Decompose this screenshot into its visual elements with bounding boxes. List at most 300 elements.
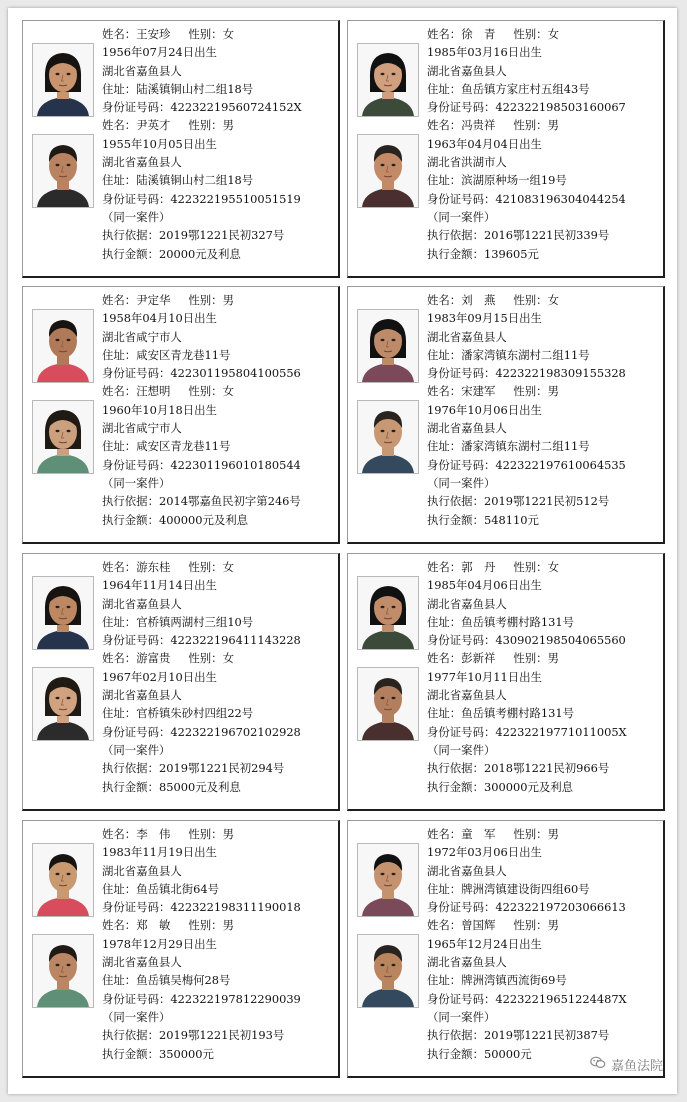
- person-address: 潘家湾镇东湖村二组11号: [461, 439, 590, 454]
- person-name: 游东桂: [136, 560, 171, 574]
- person-photo: [357, 43, 419, 117]
- id-label: 身份证号码：: [102, 900, 171, 915]
- address-label: 住址：: [102, 439, 137, 454]
- card-text: [102, 25, 336, 263]
- person-photo: [357, 576, 419, 650]
- address-line: [102, 704, 336, 722]
- person-address: 牌洲湾镇西流街69号: [461, 973, 567, 988]
- id-label: 身份证号码：: [102, 991, 171, 1006]
- name-label: 姓名：: [427, 27, 462, 41]
- name-gender-line: [427, 116, 661, 134]
- person-id-number: 430902198504065560: [495, 633, 626, 648]
- person-birth: 1978年12月29日出生: [102, 936, 217, 951]
- person-id-number: 42232219771011005X: [495, 724, 627, 739]
- origin-line: [102, 419, 336, 437]
- person-gender: 女: [222, 384, 234, 399]
- person-name: 徐 青: [461, 27, 496, 41]
- gender-label: 性别：: [188, 384, 223, 399]
- address-line: [427, 171, 661, 189]
- person-birth: 1964年11月14日出生: [102, 578, 217, 593]
- case-basis: 2016鄂1221民初339号: [483, 228, 610, 243]
- same-case-line: [102, 474, 336, 492]
- person-origin: 湖北省洪湖市人: [427, 155, 507, 170]
- origin-line: [102, 153, 336, 171]
- same-case-line: [102, 741, 336, 759]
- name-gender-line: [427, 649, 661, 667]
- person-origin: 湖北省嘉鱼县人: [102, 63, 182, 78]
- person-address: 鱼岳镇北街64号: [136, 881, 220, 896]
- gender-label: 性别：: [188, 27, 223, 41]
- person-address: 潘家湾镇东湖村二组11号: [461, 347, 590, 362]
- person-birth: 1960年10月18日出生: [102, 402, 217, 417]
- birth-line: [427, 43, 661, 61]
- same-case-note: （同一案件）: [102, 209, 171, 224]
- basis-label: 执行依据：: [102, 761, 159, 776]
- id-line: [427, 723, 661, 741]
- person-name: 郭 丹: [461, 560, 496, 574]
- name-gender-line: [427, 825, 661, 843]
- defaulter-card: [347, 286, 665, 544]
- person-origin: 湖北省咸宁市人: [102, 329, 182, 344]
- case-basis: 2019鄂1221民初193号: [158, 1028, 285, 1043]
- birth-line: [427, 401, 661, 419]
- address-line: [427, 437, 661, 455]
- basis-line: [427, 759, 661, 777]
- amount-label: 执行金额：: [427, 1046, 484, 1061]
- address-line: [102, 613, 336, 631]
- person-id-number: 422322197812290039: [170, 991, 301, 1006]
- birth-line: [427, 135, 661, 153]
- same-case-note: （同一案件）: [427, 1009, 496, 1024]
- gender-label: 性别：: [513, 918, 548, 933]
- name-label: 姓名：: [102, 27, 137, 41]
- gender-label: 性别：: [188, 118, 223, 133]
- basis-label: 执行依据：: [427, 1028, 484, 1043]
- id-label: 身份证号码：: [102, 724, 171, 739]
- same-case-note: （同一案件）: [427, 209, 496, 224]
- gender-label: 性别：: [513, 560, 548, 574]
- person-name: 曾国辉: [461, 918, 496, 933]
- card-text: [427, 558, 661, 796]
- person-id-number: 422322197203066613: [495, 900, 626, 915]
- name-gender-line: [427, 291, 661, 309]
- id-label: 身份证号码：: [102, 457, 171, 472]
- amount-label: 执行金额：: [102, 246, 159, 261]
- case-amount: 300000元及利息: [483, 779, 574, 794]
- address-label: 住址：: [102, 881, 137, 896]
- id-line: [427, 456, 661, 474]
- gender-label: 性别：: [188, 560, 223, 574]
- address-label: 住址：: [102, 706, 137, 721]
- amount-line: [427, 778, 661, 796]
- id-line: [427, 98, 661, 116]
- person-address: 咸安区青龙巷11号: [136, 439, 231, 454]
- origin-line: [427, 153, 661, 171]
- basis-line: [102, 759, 336, 777]
- person-origin: 湖北省嘉鱼县人: [427, 688, 507, 703]
- same-case-line: [427, 1008, 661, 1026]
- basis-label: 执行依据：: [427, 494, 484, 509]
- origin-line: [427, 328, 661, 346]
- case-basis: 2019鄂1221民初327号: [158, 228, 285, 243]
- defaulter-card: [347, 820, 665, 1078]
- basis-label: 执行依据：: [427, 228, 484, 243]
- name-gender-line: [102, 825, 336, 843]
- id-line: [427, 190, 661, 208]
- id-line: [102, 898, 336, 916]
- case-basis: 2018鄂1221民初966号: [483, 761, 610, 776]
- person-name: 冯贵祥: [461, 118, 496, 133]
- amount-line: [427, 511, 661, 529]
- gender-label: 性别：: [188, 918, 223, 933]
- person-photo: [357, 934, 419, 1008]
- birth-line: [102, 309, 336, 327]
- origin-line: [102, 953, 336, 971]
- same-case-line: [427, 208, 661, 226]
- birth-line: [102, 935, 336, 953]
- person-address: 鱼岳镇方家庄村五组43号: [461, 81, 590, 96]
- person-id-number: 422322198309155328: [495, 366, 626, 381]
- notice-sheet: [8, 8, 677, 1094]
- person-birth: 1983年11月19日出生: [102, 845, 217, 860]
- gender-label: 性别：: [513, 384, 548, 399]
- person-birth: 1963年04月04日出生: [427, 136, 542, 151]
- person-photo: [32, 43, 94, 117]
- name-label: 姓名：: [427, 384, 462, 399]
- case-basis: 2019鄂1221民初512号: [483, 494, 610, 509]
- origin-line: [102, 862, 336, 880]
- birth-line: [427, 935, 661, 953]
- card-text: [102, 825, 336, 1063]
- address-label: 住址：: [427, 706, 462, 721]
- same-case-line: [102, 1008, 336, 1026]
- person-id-number: 422301195804100556: [170, 366, 301, 381]
- birth-line: [102, 576, 336, 594]
- same-case-note: （同一案件）: [102, 742, 171, 757]
- person-id-number: 422322196411143228: [170, 633, 301, 648]
- basis-line: [102, 1026, 336, 1044]
- birth-line: [102, 843, 336, 861]
- address-label: 住址：: [102, 173, 137, 188]
- card-text: [427, 25, 661, 263]
- wechat-official-account-icon: [590, 1056, 606, 1073]
- address-label: 住址：: [427, 973, 462, 988]
- name-gender-line: [102, 558, 336, 576]
- basis-line: [102, 492, 336, 510]
- birth-line: [102, 401, 336, 419]
- id-label: 身份证号码：: [427, 991, 496, 1006]
- birth-line: [427, 843, 661, 861]
- defaulter-card: [22, 553, 340, 811]
- address-label: 住址：: [427, 881, 462, 896]
- person-birth: 1967年02月10日出生: [102, 669, 217, 684]
- same-case-line: [427, 474, 661, 492]
- origin-line: [427, 419, 661, 437]
- gender-label: 性别：: [513, 118, 548, 133]
- person-address: 鱼岳镇考棚村路131号: [461, 706, 575, 721]
- person-gender: 男: [547, 384, 559, 399]
- person-name: 刘 燕: [461, 293, 496, 307]
- amount-line: [102, 511, 336, 529]
- address-line: [102, 971, 336, 989]
- person-name: 尹定华: [136, 293, 171, 307]
- amount-line: [427, 245, 661, 263]
- address-line: [102, 437, 336, 455]
- address-label: 住址：: [427, 439, 462, 454]
- case-amount: 400000元及利息: [158, 512, 249, 527]
- person-photo: [32, 400, 94, 474]
- person-gender: 男: [547, 918, 559, 933]
- id-line: [102, 456, 336, 474]
- name-label: 姓名：: [102, 560, 137, 574]
- case-basis: 2019鄂1221民初294号: [158, 761, 285, 776]
- case-amount: 20000元及利息: [158, 246, 241, 261]
- person-photo: [32, 309, 94, 383]
- id-line: [102, 990, 336, 1008]
- address-line: [102, 346, 336, 364]
- person-gender: 男: [547, 827, 559, 841]
- person-id-number: 422322195510051519: [170, 191, 301, 206]
- card-text: [102, 291, 336, 529]
- card-text: [102, 558, 336, 796]
- basis-label: 执行依据：: [102, 228, 159, 243]
- address-label: 住址：: [102, 347, 137, 362]
- person-origin: 湖北省咸宁市人: [102, 421, 182, 436]
- person-birth: 1977年10月11日出生: [427, 669, 542, 684]
- person-origin: 湖北省嘉鱼县人: [427, 421, 507, 436]
- person-address: 牌洲湾镇建设街四组60号: [461, 881, 590, 896]
- person-origin: 湖北省嘉鱼县人: [102, 688, 182, 703]
- case-amount: 350000元: [158, 1046, 214, 1061]
- watermark: [590, 1055, 663, 1074]
- id-line: [102, 98, 336, 116]
- gender-label: 性别：: [513, 651, 548, 666]
- amount-label: 执行金额：: [102, 1046, 159, 1061]
- person-name: 郑 敏: [136, 918, 171, 933]
- person-address: 陆溪镇铜山村二组18号: [136, 173, 254, 188]
- origin-line: [427, 595, 661, 613]
- basis-line: [427, 492, 661, 510]
- person-origin: 湖北省嘉鱼县人: [102, 155, 182, 170]
- person-address: 咸安区青龙巷11号: [136, 347, 231, 362]
- person-address: 鱼岳镇考棚村路131号: [461, 614, 575, 629]
- same-case-note: （同一案件）: [427, 475, 496, 490]
- amount-label: 执行金额：: [102, 512, 159, 527]
- case-amount: 139605元: [483, 246, 539, 261]
- gender-label: 性别：: [513, 293, 548, 307]
- person-photo: [32, 843, 94, 917]
- name-label: 姓名：: [427, 827, 462, 841]
- id-line: [102, 190, 336, 208]
- name-gender-line: [102, 116, 336, 134]
- origin-line: [102, 62, 336, 80]
- id-label: 身份证号码：: [102, 100, 171, 115]
- person-id-number: 422322198311190018: [170, 900, 301, 915]
- address-label: 住址：: [102, 81, 137, 96]
- person-birth: 1985年03月16日出生: [427, 45, 542, 60]
- card-text: [427, 291, 661, 529]
- origin-line: [102, 328, 336, 346]
- origin-line: [427, 62, 661, 80]
- gender-label: 性别：: [513, 27, 548, 41]
- origin-line: [102, 686, 336, 704]
- person-name: 王安珍: [136, 27, 171, 41]
- person-origin: 湖北省嘉鱼县人: [427, 596, 507, 611]
- name-gender-line: [427, 25, 661, 43]
- case-amount: 85000元及利息: [158, 779, 241, 794]
- person-id-number: 422301196010180544: [170, 457, 301, 472]
- address-label: 住址：: [102, 614, 137, 629]
- gender-label: 性别：: [188, 827, 223, 841]
- id-line: [427, 990, 661, 1008]
- person-gender: 女: [547, 560, 559, 574]
- origin-line: [102, 595, 336, 613]
- person-gender: 女: [547, 27, 559, 41]
- address-label: 住址：: [102, 973, 137, 988]
- gender-label: 性别：: [188, 293, 223, 307]
- person-birth: 1958年04月10日出生: [102, 311, 217, 326]
- person-photo: [32, 134, 94, 208]
- address-line: [427, 613, 661, 631]
- name-label: 姓名：: [102, 918, 137, 933]
- person-birth: 1965年12月24日出生: [427, 936, 542, 951]
- person-birth: 1985年04月06日出生: [427, 578, 542, 593]
- id-label: 身份证号码：: [427, 100, 496, 115]
- name-gender-line: [427, 558, 661, 576]
- id-line: [102, 364, 336, 382]
- case-basis: 2019鄂1221民初387号: [483, 1028, 610, 1043]
- name-label: 姓名：: [102, 384, 137, 399]
- id-label: 身份证号码：: [102, 366, 171, 381]
- address-label: 住址：: [427, 81, 462, 96]
- id-line: [427, 631, 661, 649]
- person-birth: 1956年07月24日出生: [102, 45, 217, 60]
- person-name: 李 伟: [136, 827, 171, 841]
- address-line: [102, 171, 336, 189]
- person-name: 汪想明: [136, 384, 171, 399]
- person-id-number: 42232219560724152X: [170, 100, 302, 115]
- address-label: 住址：: [427, 173, 462, 188]
- same-case-note: （同一案件）: [102, 1009, 171, 1024]
- person-photo: [357, 843, 419, 917]
- origin-line: [427, 953, 661, 971]
- watermark-text: 嘉鱼法院: [610, 1059, 663, 1074]
- id-line: [427, 898, 661, 916]
- person-birth: 1976年10月06日出生: [427, 402, 542, 417]
- name-label: 姓名：: [427, 651, 462, 666]
- person-gender: 男: [222, 118, 234, 133]
- person-id-number: 422322196702102928: [170, 724, 301, 739]
- name-label: 姓名：: [427, 293, 462, 307]
- person-photo: [357, 309, 419, 383]
- case-amount: 50000元: [483, 1046, 532, 1061]
- origin-line: [427, 686, 661, 704]
- person-gender: 男: [222, 827, 234, 841]
- name-gender-line: [427, 382, 661, 400]
- address-line: [427, 346, 661, 364]
- basis-label: 执行依据：: [102, 494, 159, 509]
- same-case-line: [427, 741, 661, 759]
- address-line: [427, 971, 661, 989]
- name-label: 姓名：: [427, 118, 462, 133]
- id-label: 身份证号码：: [102, 633, 171, 648]
- case-amount: 548110元: [483, 512, 539, 527]
- name-gender-line: [102, 649, 336, 667]
- person-address: 陆溪镇铜山村二组18号: [136, 81, 254, 96]
- same-case-line: [102, 208, 336, 226]
- origin-line: [427, 862, 661, 880]
- name-gender-line: [427, 916, 661, 934]
- person-photo: [32, 667, 94, 741]
- address-line: [102, 80, 336, 98]
- id-line: [427, 364, 661, 382]
- amount-line: [102, 1045, 336, 1063]
- person-photo: [32, 576, 94, 650]
- person-origin: 湖北省嘉鱼县人: [102, 596, 182, 611]
- amount-label: 执行金额：: [427, 246, 484, 261]
- id-label: 身份证号码：: [427, 900, 496, 915]
- name-label: 姓名：: [427, 560, 462, 574]
- person-origin: 湖北省嘉鱼县人: [427, 63, 507, 78]
- birth-line: [102, 43, 336, 61]
- person-gender: 女: [222, 560, 234, 574]
- amount-label: 执行金额：: [427, 779, 484, 794]
- person-name: 彭新祥: [461, 651, 496, 666]
- birth-line: [427, 668, 661, 686]
- case-basis: 2014鄂嘉鱼民初字第246号: [158, 494, 301, 509]
- person-origin: 湖北省嘉鱼县人: [427, 955, 507, 970]
- person-id-number: 422322197610064535: [495, 457, 626, 472]
- amount-line: [102, 778, 336, 796]
- person-photo: [357, 134, 419, 208]
- amount-label: 执行金额：: [427, 512, 484, 527]
- person-name: 童 军: [461, 827, 496, 841]
- person-gender: 女: [547, 293, 559, 307]
- person-gender: 男: [222, 918, 234, 933]
- name-label: 姓名：: [427, 918, 462, 933]
- basis-line: [427, 226, 661, 244]
- id-label: 身份证号码：: [427, 191, 496, 206]
- address-label: 住址：: [427, 347, 462, 362]
- address-label: 住址：: [427, 614, 462, 629]
- address-line: [427, 80, 661, 98]
- person-id-number: 422322198503160067: [495, 100, 626, 115]
- birth-line: [102, 668, 336, 686]
- name-label: 姓名：: [102, 118, 137, 133]
- gender-label: 性别：: [188, 651, 223, 666]
- card-text: [427, 825, 661, 1063]
- name-gender-line: [102, 916, 336, 934]
- person-address: 官桥镇朱砂村四组22号: [136, 706, 254, 721]
- basis-label: 执行依据：: [427, 761, 484, 776]
- person-photo: [357, 400, 419, 474]
- person-birth: 1955年10月05日出生: [102, 136, 217, 151]
- amount-label: 执行金额：: [102, 779, 159, 794]
- person-origin: 湖北省嘉鱼县人: [427, 863, 507, 878]
- defaulter-card: [22, 20, 340, 278]
- person-birth: 1972年03月06日出生: [427, 845, 542, 860]
- id-line: [102, 723, 336, 741]
- address-line: [102, 880, 336, 898]
- person-id-number: 421083196304044254: [495, 191, 626, 206]
- id-label: 身份证号码：: [427, 366, 496, 381]
- birth-line: [102, 135, 336, 153]
- person-origin: 湖北省嘉鱼县人: [427, 329, 507, 344]
- person-origin: 湖北省嘉鱼县人: [102, 955, 182, 970]
- name-gender-line: [102, 291, 336, 309]
- amount-line: [102, 245, 336, 263]
- person-gender: 男: [222, 293, 234, 307]
